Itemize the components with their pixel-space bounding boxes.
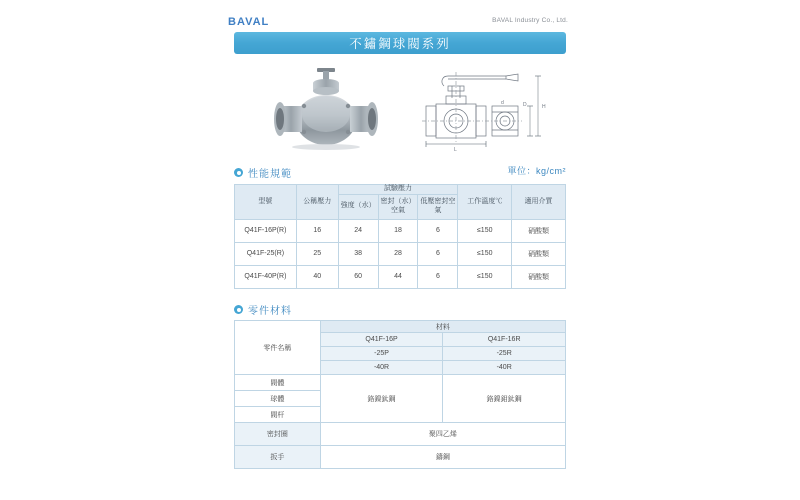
cell-seal-material: 聚四乙烯	[320, 423, 565, 446]
cell-part-name-seal: 密封圈	[235, 423, 321, 446]
table-row	[235, 375, 566, 391]
th-seal-water: 密封（水）空氣	[378, 194, 418, 219]
bullet-icon	[234, 168, 243, 177]
cell-part-name: 閥杆	[235, 407, 321, 423]
cell-nominal-pressure: 40	[296, 265, 338, 288]
page-title: 不鏽鋼球閥系列	[349, 37, 451, 51]
cell-low-seal: 6	[418, 265, 458, 288]
cell-handle-material: 鑄鋼	[320, 446, 565, 469]
cell-strength: 38	[338, 242, 378, 265]
cell-material-right: 鉻鎳鉬鈦鋼	[443, 375, 566, 423]
table-header-row	[235, 185, 566, 195]
ball-valve-photo	[256, 62, 396, 152]
section-heading-material	[234, 302, 292, 317]
cell-low-seal: 6	[418, 219, 458, 242]
th-medium: 適用介質	[512, 185, 566, 220]
th-low-seal: 低壓密封空氣	[418, 194, 458, 219]
bullet-icon	[234, 305, 243, 314]
performance-table	[234, 184, 566, 289]
th-model-sub-2-left: -40R	[320, 361, 443, 375]
cell-part-name: 閥體	[235, 375, 321, 391]
dim-label-D: D	[523, 102, 527, 108]
table-row	[235, 446, 566, 469]
cell-material-left: 鉻鎳鈦鋼	[320, 375, 443, 423]
cell-medium: 硝酸類	[512, 242, 566, 265]
section-title-performance: 性能規範	[248, 169, 292, 180]
cell-seal-water: 44	[378, 265, 418, 288]
page-title-bar	[234, 32, 566, 54]
section-heading-performance	[234, 165, 292, 180]
table-header-row	[235, 321, 566, 333]
cell-model: Q41F-25(R)	[235, 242, 297, 265]
cell-strength: 24	[338, 219, 378, 242]
dim-label-d: d	[501, 100, 504, 106]
table-row	[235, 219, 566, 242]
dim-label-L: L	[454, 147, 457, 152]
ball-valve-drawing	[406, 62, 566, 152]
th-work-temp: 工作溫度℃	[458, 185, 512, 220]
brand-logo: BAVAL	[228, 16, 270, 28]
cell-work-temp: ≤150	[458, 219, 512, 242]
cell-part-name-handle: 扳手	[235, 446, 321, 469]
section-title-material: 零件材料	[248, 306, 292, 317]
cell-part-name: 球體	[235, 391, 321, 407]
cell-nominal-pressure: 16	[296, 219, 338, 242]
cell-seal-water: 18	[378, 219, 418, 242]
table-row	[235, 242, 566, 265]
cell-medium: 硝酸類	[512, 265, 566, 288]
th-model-sub-1-left: -25P	[320, 347, 443, 361]
product-figures	[234, 60, 566, 152]
cell-model: Q41F-40P(R)	[235, 265, 297, 288]
cell-medium: 硝酸類	[512, 219, 566, 242]
cell-model: Q41F-16P(R)	[235, 219, 297, 242]
material-table	[234, 320, 566, 469]
cell-low-seal: 6	[418, 242, 458, 265]
th-strength: 強度（水）	[338, 194, 378, 219]
th-test-pressure: 試驗壓力	[338, 185, 458, 195]
unit-note: 單位：kg/cm²	[507, 166, 566, 176]
table-row	[235, 265, 566, 288]
cell-nominal-pressure: 25	[296, 242, 338, 265]
cell-work-temp: ≤150	[458, 242, 512, 265]
cell-seal-water: 28	[378, 242, 418, 265]
cell-work-temp: ≤150	[458, 265, 512, 288]
th-model-sub-2-right: -40R	[443, 361, 566, 375]
company-name: BAVAL Industry Co., Ltd.	[492, 17, 568, 24]
th-model: 型號	[235, 185, 297, 220]
th-model-col-2: Q41F-16R	[443, 333, 566, 347]
table-row	[235, 423, 566, 446]
page-header	[0, 8, 800, 30]
cell-strength: 60	[338, 265, 378, 288]
th-model-sub-1-right: -25R	[443, 347, 566, 361]
th-nominal-pressure: 公稱壓力	[296, 185, 338, 220]
th-model-col-1: Q41F-16P	[320, 333, 443, 347]
th-material: 材料	[320, 321, 565, 333]
th-part-name: 零件名稱	[235, 321, 321, 375]
dim-label-H: H	[542, 104, 546, 110]
